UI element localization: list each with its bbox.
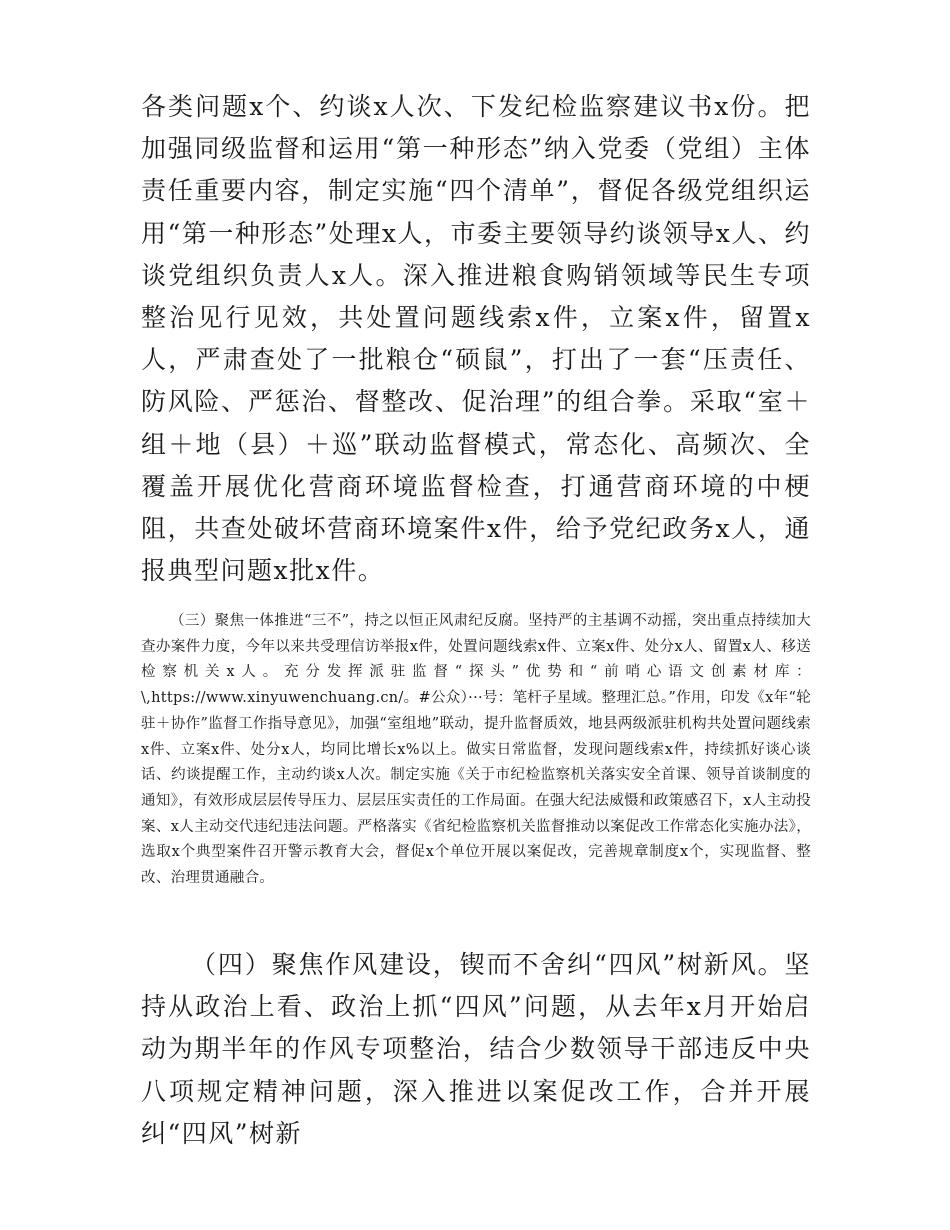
paragraph-section-four: （四）聚焦作风建设，锲而不舍纠“四风”树新风。坚持从政治上看、政治上抓“四风”问题，从去年x月开始启动为期半年的作风专项整治，结合少数领导干部违反中央八项规定精神问题，深入推进以案促改工作，合并开展纠“四风”树新 <box>141 950 811 1148</box>
paragraph-section-three: （三）聚焦一体推进“三不”，持之以恒正风肃纪反腐。坚持严的主基调不动摇，突出重点持续加大查办案件力度，今年以来共受理信访举报x件，处置问题线索x件、立案x件、处分x人、留置x人、移送检察机关x人。充分发挥派驻监督“探头”优势和“前哨心语文创素材库：\,https://www.xinyuwenchuang.cn/。#公众）···号：笔杆子星域。整理汇总。”作用，印发《x年“轮驻＋协作”监督工作指导意见》，加强“室组地”联动，提升监督质效，地县两级派驻机构共处置问题线索x件、立案x件、处分x人，均同比增长x%以上。做实日常监督，发现问题线索x件，持续抓好谈心谈话、约谈提醒工作，主动约谈x人次。制定实施《关于市纪检监察机关落实安全首课、领导首谈制度的通知》，有效形成层层传导压力、层层压实责任的工作局面。在强大纪法威慑和政策感召下，x人主动投案、x人主动交代违纪违法问题。严格落实《省纪检监察机关监督推动以案促改工作常态化实施办法》，选取x个典型案件召开警示教育大会，督促x个单位开展以案促改，完善规章制度x个，实现监督、整改、治理贯通融合。 <box>141 613 811 887</box>
paragraph-continuation: 各类问题x个、约谈x人次、下发纪检监察建议书x份。把加强同级监督和运用“第一种形态”纳入党委（党组）主体责任重要内容，制定实施“四个清单”，督促各级党组织运用“第一种形态”处理x人，市委主要领导约谈领导x人、约谈党组织负责人x人。深入推进粮食购销领域等民生专项整治见行见效，共处置问题线索x件，立案x件，留置x人，严肃查处了一批粮仓“硕鼠”，打出了一套“压责任、防风险、严惩治、督整改、促治理”的组合拳。采取“室＋组＋地（县）＋巡”联动监督模式，常态化、高频次、全覆盖开展优化营商环境监督检查，打通营商环境的中梗阻，共查处破坏营商环境案件x件，给予党纪政务x人，通报典型问题x批x件。 <box>141 92 811 586</box>
